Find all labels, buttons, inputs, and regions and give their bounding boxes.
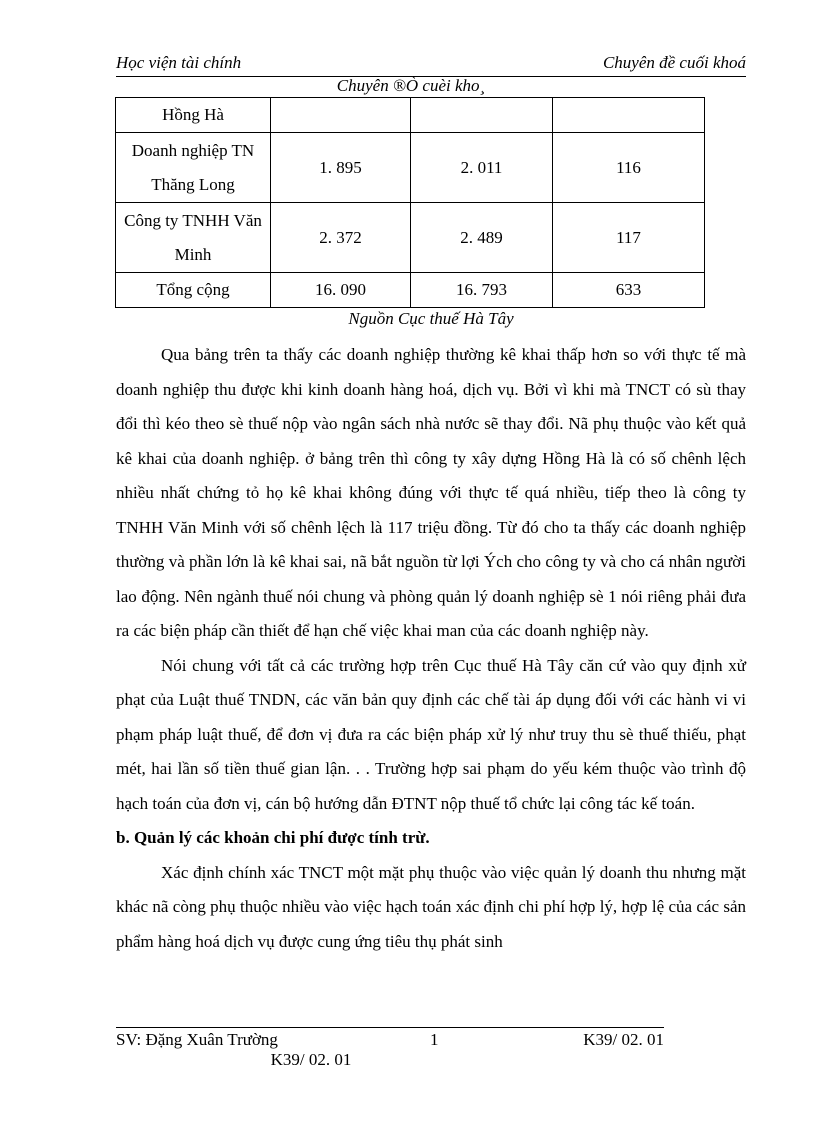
company-name-cell: Công ty TNHH Văn Minh [116, 203, 271, 273]
difference-cell: 117 [553, 203, 705, 273]
paragraph: Nói chung với tất cả các trường hợp trên Cục thuế Hà Tây căn cứ vào quy định xử phạt của Luật thuế TNDN, các văn bản quy định các chế tài áp dụng đối với các hành vi vi phạm pháp luật thuế, để đơn vị đưa ra các biện pháp xử lý như truy thu sè thuế thiếu, phạt mét, hai lần số tiền thuế gian lận. . . Trường hợp sai phạm do yếu kém thuộc vào trình độ hạch toán của đơn vị, cán bộ hướng dẫn ĐTNT nộp thuế tổ chức lại công tác kế toán. [116, 655, 746, 813]
actual-total-cell: 16. 793 [411, 273, 553, 308]
footer-class-repeat-line [116, 1050, 746, 1070]
footer-student-name: SV: Đặng Xuân Trường [116, 1030, 278, 1049]
header-institution: Học viện tài chính [116, 53, 242, 72]
difference-cell: 116 [553, 133, 705, 203]
declared-total-cell: 16. 090 [271, 273, 411, 308]
footer-page-number: 1 [430, 1030, 439, 1049]
paragraph: Qua bảng trên ta thấy các doanh nghiệp thường kê khai thấp hơn so với thực tế mà doanh nghiệp thu được khi kinh doanh hàng hoá, dịch vụ. Bởi vì khi mà TNCT có sù thay đổi thì kéo theo sè thuế nộp vào ngân sách nhà nước sẽ thay đổi. Nã phụ thuộc vào kết quả kê khai của doanh nghiệp. ở bảng trên thì công ty xây dựng Hồng Hà là có số chênh lệch nhiều nhất chứng tỏ họ kê khai không đúng với thực tế quá nhiều, tiếp theo là công ty TNHH Văn Minh với số chênh lệch là 117 triệu đồng. Từ đó cho ta thấy các doanh nghiệp thường và phần lớn là kê khai sai, nã bắt nguồn từ lợi Ých cho công ty và cho cá nhân người lao động. Nên ngành thuế nói chung và phòng quản lý doanh nghiệp sè 1 nói riêng phải đưa ra các biện pháp cần thiết để hạn chế việc khai man của các doanh nghiệp này. [116, 345, 746, 640]
body-text [116, 338, 746, 959]
table-total-row [116, 273, 705, 308]
footer-class-code: K39/ 02. 01 [583, 1030, 664, 1049]
declared-cell: 1. 895 [271, 133, 411, 203]
table-row [116, 133, 705, 203]
header-document-type: Chuyên đề cuối khoá [602, 53, 746, 72]
page-header [116, 52, 746, 77]
difference-cell [553, 98, 705, 133]
total-label-cell: Tổng cộng [116, 273, 271, 308]
paragraph: Xác định chính xác TNCT một mặt phụ thuộc vào việc quản lý doanh thu nhưng mặt khác nã còng phụ thuộc nhiều vào việc hạch toán xác định chi phí hợp lý, hợp lệ của các sản phẩm hàng hoá dịch vụ được cung ứng tiêu thụ phát sinh [116, 862, 746, 951]
declared-cell: 2. 372 [271, 203, 411, 273]
actual-cell [411, 98, 553, 133]
garbled-subheader: Chuyên ®Ò cuèi kho¸ [336, 76, 486, 95]
actual-cell: 2. 489 [411, 203, 553, 273]
table-row [116, 203, 705, 273]
table-row [116, 98, 705, 133]
declared-cell [271, 98, 411, 133]
tax-comparison-table [115, 97, 705, 308]
footer-class-repeat: K39/ 02. 01 [270, 1050, 352, 1069]
actual-cell: 2. 011 [411, 133, 553, 203]
page-footer [116, 1027, 664, 1050]
company-name-cell: Doanh nghiệp TN Thăng Long [116, 133, 271, 203]
difference-total-cell: 633 [553, 273, 705, 308]
company-name-cell: Hồng Hà [116, 98, 271, 133]
section-heading: b. Quản lý các khoản chi phí được tính trừ. [116, 828, 430, 847]
table-source-note: Nguồn Cục thuế Hà Tây [348, 309, 514, 328]
